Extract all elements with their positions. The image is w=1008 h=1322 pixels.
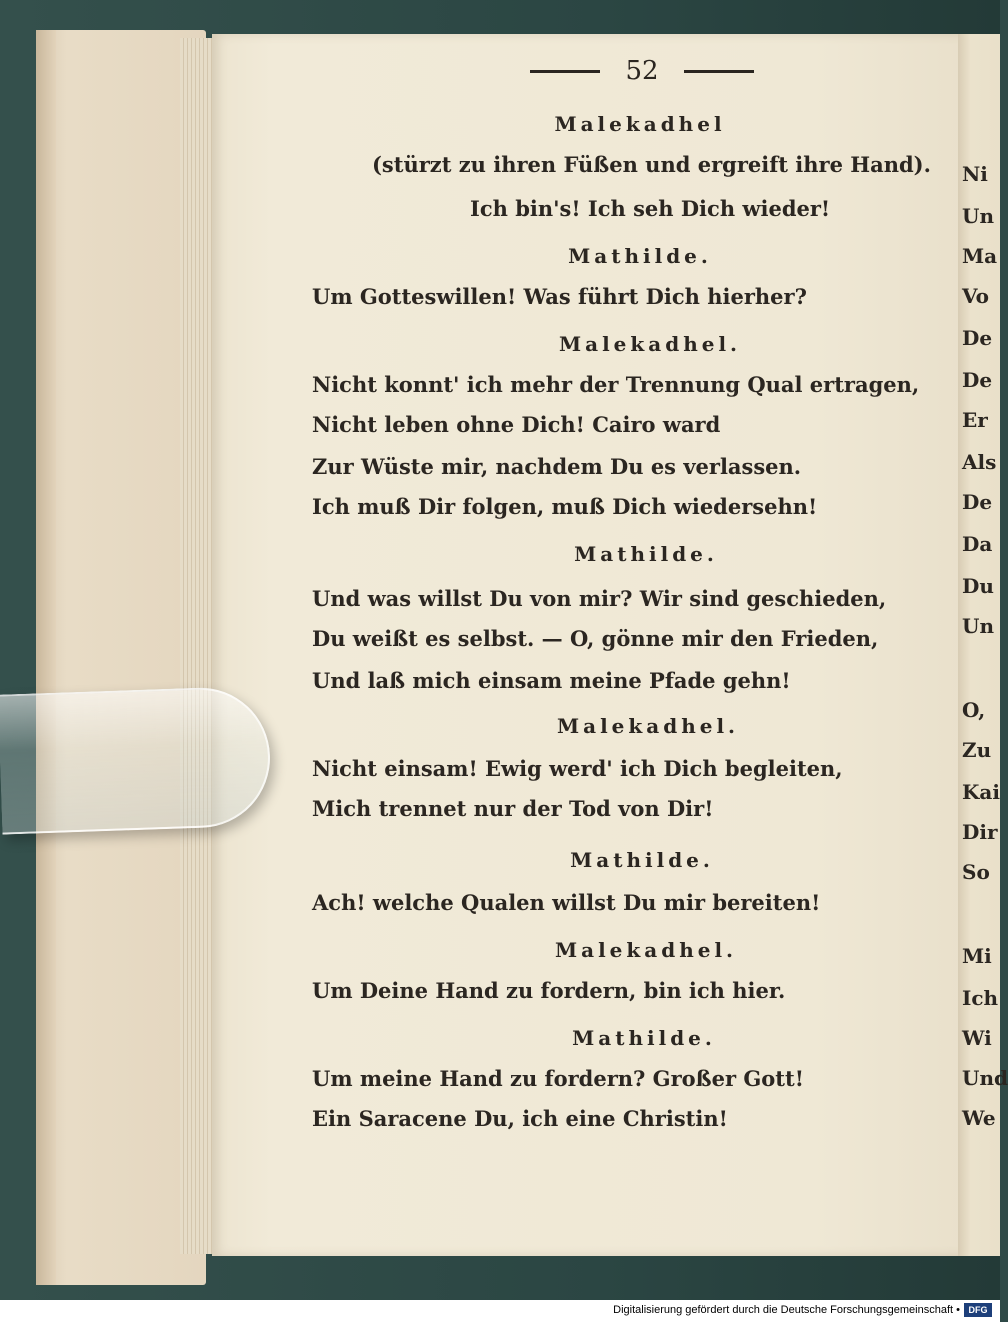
- next-page-fragment: Mi: [962, 944, 992, 968]
- verse-line: Nicht einsam! Ewig werd' ich Dich begleiten,: [312, 756, 843, 781]
- speaker-name: Mathilde.: [568, 244, 712, 268]
- next-page-fragment: Da: [962, 532, 993, 556]
- next-page-fragment: Ni: [962, 162, 988, 186]
- next-page-fragment: Dir: [962, 820, 998, 844]
- header-rule-left: [530, 70, 600, 73]
- next-page-fragment: Und: [962, 1066, 1008, 1090]
- digitization-credit: Digitalisierung gefördert durch die Deutsche Forschungsgemeinschaft •: [613, 1304, 960, 1316]
- speaker-name: Malekadhel: [554, 112, 726, 136]
- next-page-fragment: Du: [962, 574, 994, 598]
- verse-line: Um Gotteswillen! Was führt Dich hierher?: [312, 284, 807, 309]
- next-page-fragment: Er: [962, 408, 988, 432]
- verse-line: Nicht konnt' ich mehr der Trennung Qual ertragen,: [312, 372, 920, 397]
- speaker-name: Malekadhel.: [554, 938, 738, 962]
- next-page-fragment: Vo: [962, 284, 990, 308]
- next-page-fragment: Wi: [962, 1026, 992, 1050]
- verse-line: Du weißt es selbst. — O, gönne mir den Frieden,: [312, 626, 879, 651]
- verse-line: Um meine Hand zu fordern? Großer Gott!: [312, 1066, 804, 1091]
- verse-line: Mich trennet nur der Tod von Dir!: [312, 796, 714, 821]
- page-number: 52: [625, 56, 659, 86]
- speaker-name: Mathilde.: [570, 848, 714, 872]
- next-page-fragment: We: [962, 1106, 996, 1130]
- dfg-logo: DFG: [964, 1303, 992, 1317]
- verse-line: Um Deine Hand zu fordern, bin ich hier.: [312, 978, 786, 1003]
- next-page-fragment: Kai: [962, 780, 1000, 804]
- next-page-fragment: Ich: [962, 986, 999, 1010]
- next-page-fragment: Un: [962, 614, 994, 638]
- header-rule-right: [684, 70, 754, 73]
- next-page-fragment: De: [962, 490, 993, 514]
- next-page-fragment: De: [962, 326, 993, 350]
- verse-line: Ach! welche Qualen willst Du mir bereiten!: [312, 890, 821, 915]
- next-page-fragment: De: [962, 368, 993, 392]
- next-page-fragment: So: [962, 860, 990, 884]
- verse-line: Ich muß Dir folgen, muß Dich wiedersehn!: [312, 494, 818, 519]
- speaker-name: Mathilde.: [574, 542, 718, 566]
- glass-page-weight: [0, 685, 272, 834]
- speaker-name: Malekadhel.: [556, 714, 740, 738]
- stage-direction: (stürzt zu ihren Füßen und ergreift ihre Hand).: [372, 152, 931, 177]
- verse-line: Nicht leben ohne Dich! Cairo ward: [312, 412, 721, 437]
- verse-line: Ein Saracene Du, ich eine Christin!: [312, 1106, 728, 1131]
- speaker-name: Malekadhel.: [558, 332, 742, 356]
- next-page-fragment: Ma: [962, 244, 998, 268]
- next-page-fragment: Un: [962, 204, 994, 228]
- verse-line: Ich bin's! Ich seh Dich wieder!: [470, 196, 831, 221]
- next-page-fragment: Als: [962, 450, 997, 474]
- verse-line: Und was willst Du von mir? Wir sind geschieden,: [312, 586, 887, 611]
- left-cover-edge: [36, 30, 56, 1285]
- verse-line: Zur Wüste mir, nachdem Du es verlassen.: [312, 454, 802, 479]
- next-page-fragment: Zu: [962, 738, 992, 762]
- next-page-fragment: O,: [962, 698, 986, 722]
- speaker-name: Mathilde.: [572, 1026, 716, 1050]
- verse-line: Und laß mich einsam meine Pfade gehn!: [312, 668, 791, 693]
- page-header: [530, 54, 754, 88]
